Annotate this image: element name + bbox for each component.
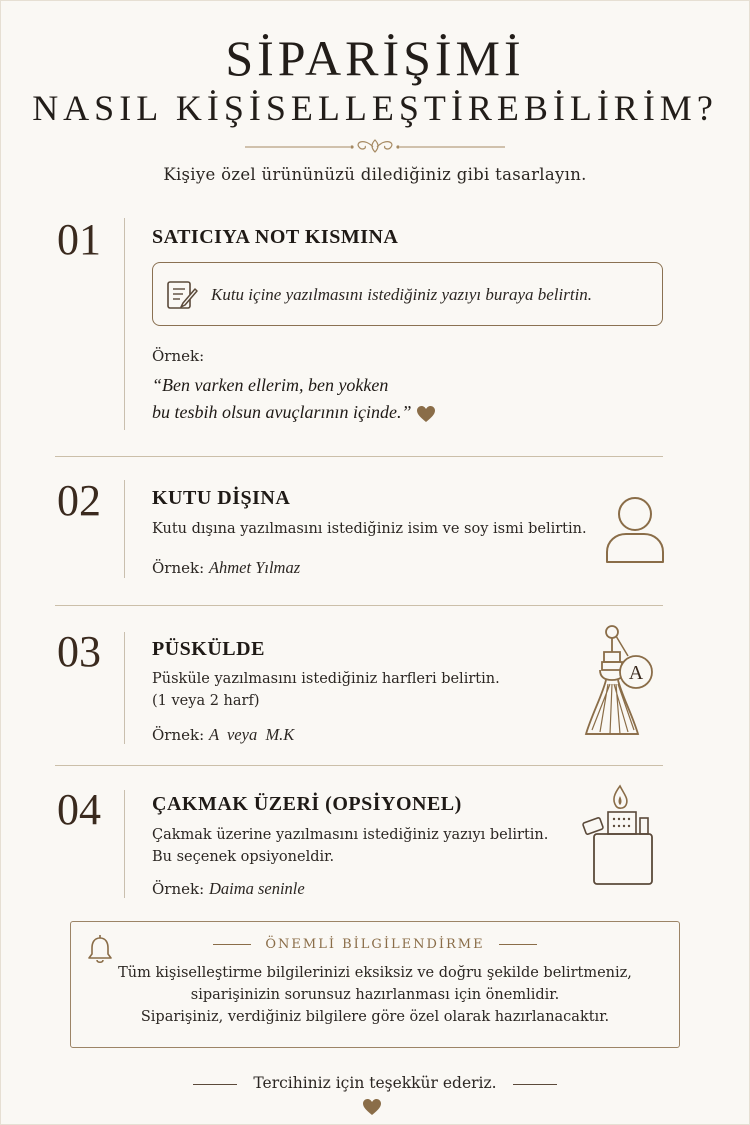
note-box	[152, 262, 663, 326]
example-label: Örnek:	[152, 726, 205, 744]
example-value: Ahmet Yılmaz	[208, 558, 301, 577]
example-label: Örnek:	[152, 559, 205, 577]
section-vertical-divider	[124, 218, 125, 430]
edit-note-icon	[165, 279, 199, 311]
section-number: 01	[57, 215, 101, 264]
section-title: KUTU DİŞINA	[152, 487, 291, 509]
section-text: Bu seçenek opsiyoneldir.	[152, 849, 335, 865]
example-label: Örnek:	[152, 880, 205, 898]
info-line: siparişinizin sorunsuz hazırlanması için önemlidir.	[190, 987, 560, 1003]
lighter-icon	[578, 782, 658, 886]
section-number: 04	[57, 785, 101, 834]
example-value: A veya M.K	[208, 725, 295, 744]
section-title: PÜSKÜLDE	[152, 638, 265, 660]
section-title: SATICIYA NOT KISMINA	[152, 226, 399, 248]
note-box-text: Kutu içine yazılmasını istediğiniz yazıyı buraya belirtin.	[211, 285, 593, 304]
section-divider	[55, 605, 663, 606]
footer-dash	[513, 1084, 557, 1085]
section-divider	[55, 765, 663, 766]
example-label: Örnek:	[152, 347, 205, 365]
section-text: Püsküle yazılmasını istediğiniz harfleri belirtin.	[152, 671, 500, 687]
tassel-icon	[578, 622, 662, 744]
section-number: 03	[57, 627, 101, 676]
heart-icon	[362, 1098, 382, 1116]
page-title-line1: SİPARİŞİMİ	[225, 30, 525, 86]
thanks-text: Tercihiniz için teşekkür ederiz.	[253, 1074, 497, 1092]
section-number: 02	[57, 476, 101, 525]
section-text: (1 veya 2 harf)	[152, 693, 260, 709]
section-vertical-divider	[124, 480, 125, 578]
section-vertical-divider	[124, 632, 125, 744]
title-dash	[213, 944, 251, 945]
page-subtitle: Kişiye özel ürününüzü dilediğiniz gibi tasarlayın.	[163, 165, 587, 184]
example-quote	[152, 372, 436, 426]
info-title-text: ÖNEMLİ BİLGİLENDİRME	[265, 937, 485, 952]
quote-line-with-heart	[152, 399, 436, 426]
info-line: Siparişiniz, verdiğiniz bilgilere göre özel olarak hazırlanacaktır.	[140, 1009, 610, 1025]
section-text: Çakmak üzerine yazılmasını istediğiniz yazıyı belirtin.	[152, 827, 549, 843]
tassel-tag-letter: A	[628, 662, 644, 684]
quote-line: bu tesbih olsun avuçlarının içinde.”	[152, 402, 412, 422]
info-title	[71, 936, 679, 954]
user-icon	[604, 494, 666, 566]
ornament-divider-icon	[225, 134, 525, 158]
footer-thanks	[0, 1072, 750, 1094]
example-line	[152, 557, 300, 579]
info-line: Tüm kişiselleştirme bilgilerinizi eksiksiz ve doğru şekilde belirtmeniz,	[118, 965, 632, 981]
footer-dash	[193, 1084, 237, 1085]
quote-line: “Ben varken ellerim, ben yokken	[152, 375, 389, 395]
title-dash	[499, 944, 537, 945]
section-divider	[55, 456, 663, 457]
example-line	[152, 724, 294, 746]
example-value: Daima seninle	[208, 879, 305, 898]
example-line	[152, 878, 305, 900]
page-title-line2: NASIL KİŞİSELLEŞTİREBİLİRİM?	[32, 88, 718, 128]
section-title: ÇAKMAK ÜZERİ (OPSİYONEL)	[152, 793, 462, 815]
section-vertical-divider	[124, 790, 125, 898]
section-text: Kutu dışına yazılmasını istediğiniz isim ve soy ismi belirtin.	[152, 521, 587, 537]
info-body	[71, 962, 679, 1028]
heart-icon	[416, 405, 436, 423]
info-box	[70, 921, 680, 1048]
